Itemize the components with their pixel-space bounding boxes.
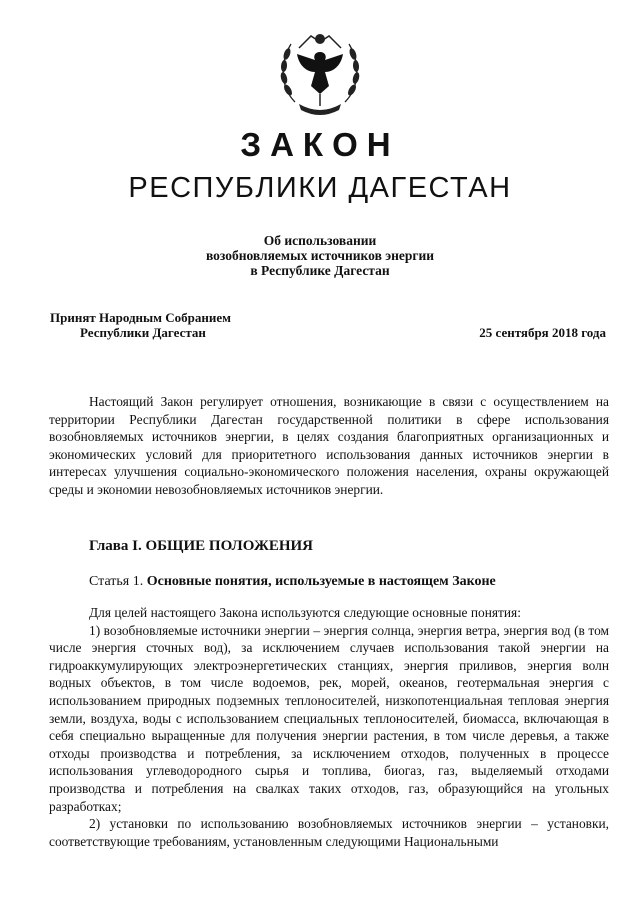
article-number: Статья 1. — [89, 574, 144, 589]
definitions-section — [49, 604, 609, 850]
adoption-statement — [50, 310, 231, 340]
definition-item: 2) установки по использованию возобновляемых источников энергии – установки, соответствующие требованиям, установленным следующими Национальными — [49, 816, 609, 849]
subtitle-line: в Республике Дагестан — [250, 263, 390, 278]
subtitle-line: возобновляемых источников энергии — [205, 248, 435, 263]
law-title: ЗАКОН — [240, 126, 400, 163]
adoption-line: Республики Дагестан — [80, 325, 206, 340]
law-subtitle — [0, 233, 640, 278]
preamble — [49, 393, 609, 499]
chapter-heading: Глава I. ОБЩИЕ ПОЛОЖЕНИЯ — [89, 538, 313, 554]
definition-item: 1) возобновляемые источники энергии – энергия солнца, энергия ветра, энергия вод (в том числе энергия сточных вод), за исключением случаев использования такой энергии на гидроаккумулирующих электроэнергетических станциях, энергия приливов, энергия волн водных объектов, в том числе водоемов, рек, морей, океанов, геотермальная энергия с использованием природных подземных теплоносителей, низкопотенциальная тепловая энергия земли, воздуха, воды с использованием специальных теплоносителей, биомасса, включающая в себя специально выращенные для получения энергии растения, в том числе деревья, а также отходы производства и потребления, за исключением отходов, полученных в процессе использования углеводородного сырья и топлива, биогаз, газ, выделяемый отходами производства и потребления на свалках таких отходов, газ, образующийся на угольных разработках; — [49, 622, 609, 814]
republic-title: РЕСПУБЛИКИ ДАГЕСТАН — [128, 172, 512, 204]
coat-of-arms-emblem — [275, 24, 365, 116]
subtitle-line: Об использовании — [263, 233, 377, 248]
article-title: Основные понятия, используемые в настоящем Законе — [146, 574, 496, 589]
article-heading — [89, 573, 496, 591]
adoption-date: 25 сентября 2018 года — [479, 325, 606, 340]
adoption-line: Принят Народным Собранием — [50, 310, 232, 325]
definitions-lead: Для целей настоящего Закона используются следующие основные понятия: — [89, 605, 521, 620]
preamble-paragraph: Настоящий Закон регулирует отношения, возникающие в связи с осуществлением на территории Республики Дагестан государственной политики в сфере использования возобновляемых источников энергии, в целях создания благоприятных организационных и экономических условий для приоритетного использования данных источников энергии в интересах улучшения социально-экономического положения населения, охраны окружающей среды и экономии невозобновляемых источников энергии. — [49, 394, 609, 497]
